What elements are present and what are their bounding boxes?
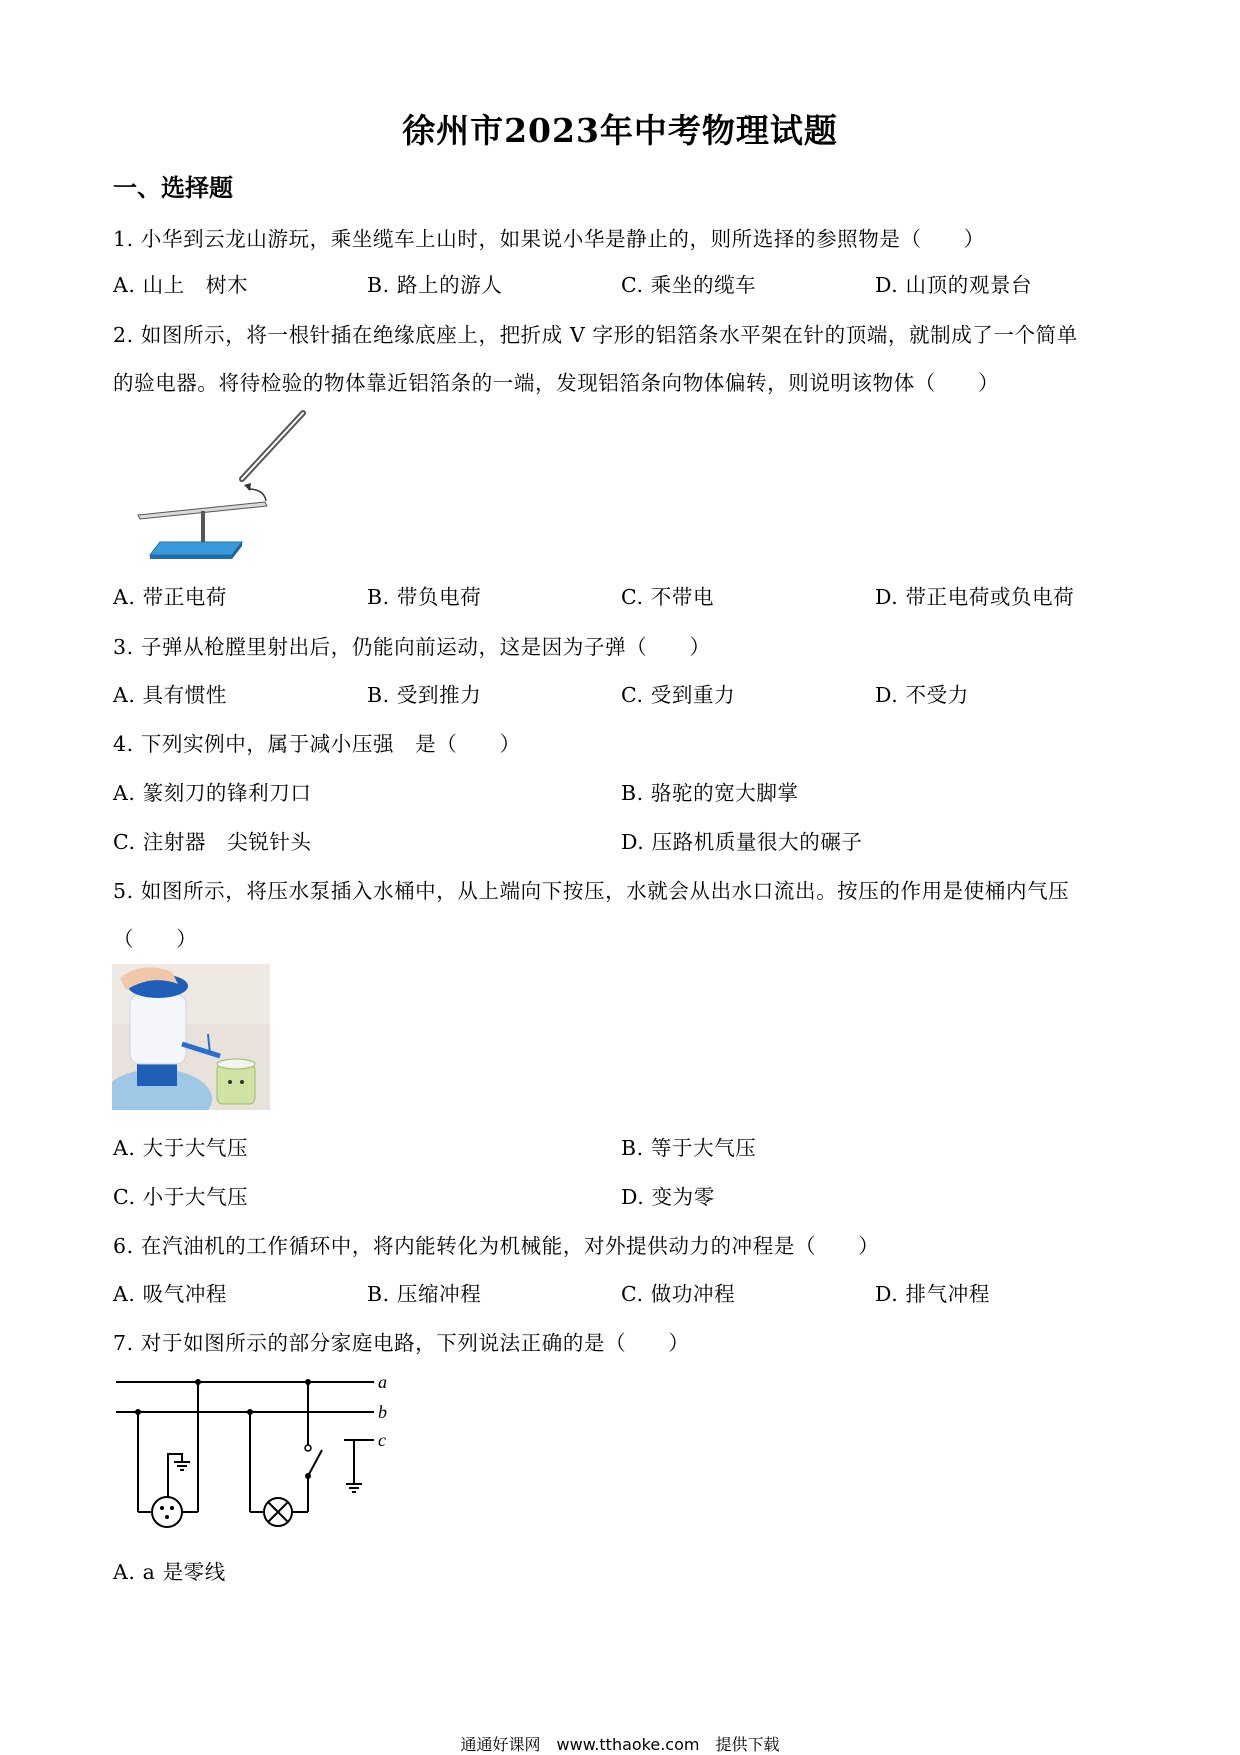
- question-7: 7. 对于如图所示的部分家庭电路，下列说法正确的是（ ）: [113, 1331, 690, 1355]
- option-a: A. 带正电荷: [113, 585, 228, 609]
- option-c: C. 注射器 尖锐针头: [113, 830, 312, 854]
- question-2-line-1: 2. 如图所示，将一根针插在绝缘底座上，把折成 V 字形的铝箔条水平架在针的顶端，就制成了一个简单: [113, 323, 1078, 347]
- question-7-option-a: A. a 是零线: [113, 1560, 226, 1584]
- three-hole-socket: [152, 1497, 182, 1527]
- option-d: D. 排气冲程: [875, 1282, 990, 1306]
- option-b: B. 受到推力: [367, 683, 482, 707]
- option-d: D. 压路机质量很大的碾子: [621, 830, 863, 854]
- option-b: B. 骆驼的宽大脚掌: [621, 781, 799, 805]
- option-c: C. 受到重力: [621, 683, 736, 707]
- footer-source: 通通好课网 www.tthaoke.com 提供下载: [460, 1735, 780, 1754]
- option-a: A. 山上 树木: [113, 273, 249, 297]
- option-a: A. 篆刻刀的锋利刀口: [113, 781, 312, 805]
- option-c: C. 乘坐的缆车: [621, 273, 757, 297]
- household-circuit-diagram: [112, 1364, 402, 1534]
- needle: [201, 511, 205, 546]
- cup: [217, 1064, 255, 1104]
- pump-body: [130, 994, 186, 1064]
- option-b: B. 带负电荷: [367, 585, 482, 609]
- option-b: B. 压缩冲程: [367, 1282, 482, 1306]
- option-d: D. 变为零: [621, 1185, 715, 1209]
- question-1: 1. 小华到云龙山游玩，乘坐缆车上山时，如果说小华是静止的，则所选择的参照物是（ ）: [113, 227, 985, 251]
- option-d: D. 山顶的观景台: [875, 273, 1033, 297]
- question-3: 3. 子弹从枪膛里射出后，仍能向前运动，这是因为子弹（ ）: [113, 635, 711, 659]
- question-4: 4. 下列实例中，属于减小压强 是（ ）: [113, 732, 521, 756]
- page-title: 徐州市2023年中考物理试题: [402, 111, 838, 150]
- wire-label-c: c: [378, 1430, 386, 1450]
- electroscope-figure: [130, 405, 310, 565]
- option-d: D. 不受力: [875, 683, 969, 707]
- question-5-line-1: 5. 如图所示，将压水泵插入水桶中，从上端向下按压，水就会从出水口流出。按压的作用是使桶内气压: [113, 879, 1070, 903]
- question-2-line-2: 的验电器。将待检验的物体靠近铝箔条的一端，发现铝箔条向物体偏转，则说明该物体（ ）: [113, 371, 1000, 395]
- question-6: 6. 在汽油机的工作循环中，将内能转化为机械能，对外提供动力的冲程是（ ）: [113, 1234, 880, 1258]
- wire-label-a: a: [378, 1372, 387, 1392]
- deflection-arrow: [248, 489, 266, 501]
- option-b: B. 等于大气压: [621, 1136, 757, 1160]
- insulating-base: [150, 542, 242, 555]
- option-c: C. 不带电: [621, 585, 715, 609]
- switch-icon: [308, 1450, 322, 1476]
- wire-label-b: b: [378, 1402, 387, 1422]
- option-a: A. 吸气冲程: [113, 1282, 228, 1306]
- question-5-line-2: （ ）: [113, 927, 198, 951]
- option-a: A. 大于大气压: [113, 1136, 249, 1160]
- option-c: C. 小于大气压: [113, 1185, 249, 1209]
- option-c: C. 做功冲程: [621, 1282, 736, 1306]
- option-b: B. 路上的游人: [367, 273, 503, 297]
- option-a: A. 具有惯性: [113, 683, 228, 707]
- section-heading: 一、选择题: [113, 173, 233, 202]
- water-pump-photo: [112, 964, 270, 1110]
- option-d: D. 带正电荷或负电荷: [875, 585, 1075, 609]
